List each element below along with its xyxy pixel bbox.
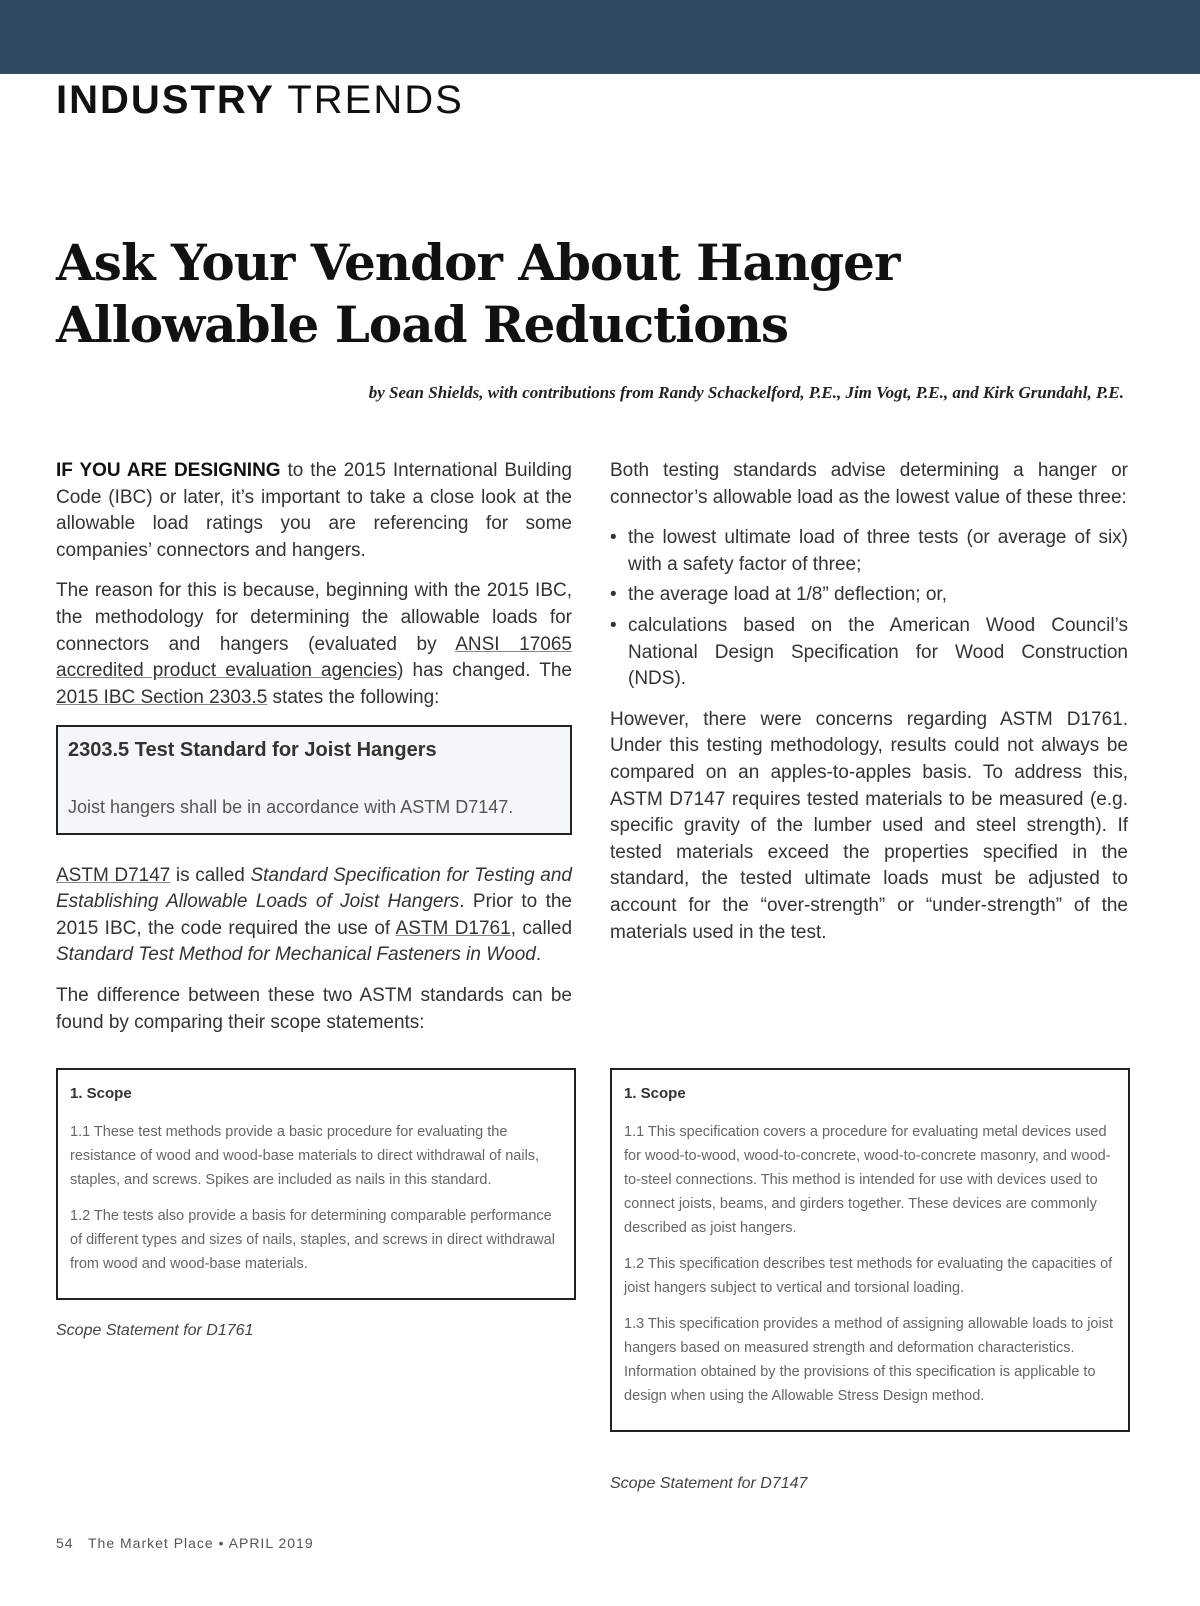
scope-heading: 1. Scope — [624, 1085, 686, 1102]
right-column — [610, 458, 1128, 960]
astm-d1761-link[interactable]: ASTM D1761 — [395, 917, 511, 939]
d7147-title: Standard Specification for Testing and Establishing Allowable Loads of Joist Hangers — [56, 864, 573, 913]
issue-date: APRIL 2019 — [228, 1535, 314, 1551]
astm-text-c: , called — [510, 917, 573, 939]
standards-paragraph: Both testing standards advise determining a hanger or connector’s allowable load as the lowest value of these three: — [610, 460, 1128, 508]
scope-paragraph: 1.2 The tests also provide a basis for determining comparable performance of different types and sizes of nails, staples, and screws in direct withdrawal from wood and wood-base materials. — [70, 1208, 555, 1272]
ibc-2303-5-link[interactable]: 2015 IBC Section 2303.5 — [56, 686, 268, 708]
left-column — [56, 458, 572, 1050]
intro-paragraph — [56, 458, 572, 564]
section-header — [56, 78, 464, 123]
page-number: 54 — [56, 1535, 74, 1551]
intro-text: to the 2015 International Building Code (IBC) or later, it’s important to take a close look at the allowable load ratings you are referencing for some companies’ connectors and hangers. — [56, 460, 572, 561]
list-item: • the lowest ultimate load of three tests (or average of six) with a safety factor of three; — [610, 525, 1128, 578]
caption-d7147: Scope Statement for D7147 — [610, 1475, 808, 1492]
reason-paragraph — [56, 578, 572, 711]
scope-paragraph: 1.1 This specification covers a procedure for evaluating metal devices used for wood-to-wood, wood-to-concrete, wood-to-concrete masonry, and wood-to-steel connections. This method is intended for use with devices used to connect joists, beams, and girders together. These devices are commonly described as joist hangers. — [624, 1124, 1111, 1236]
page-footer — [56, 1535, 314, 1551]
scope-heading: 1. Scope — [70, 1085, 132, 1102]
criteria-list — [610, 525, 1128, 693]
astm-text-b: . Prior to the 2015 IBC, the code required the use of — [56, 891, 572, 939]
lead-in: IF YOU ARE DESIGNING — [56, 460, 281, 481]
code-excerpt-body: Joist hangers shall be in accordance with ASTM D7147. — [68, 796, 514, 817]
scope-box-d1761 — [56, 1068, 576, 1300]
d1761-title: Standard Test Method for Mechanical Fasteners in Wood — [56, 944, 536, 966]
article-title — [56, 232, 956, 356]
scope-box-d7147 — [610, 1068, 1130, 1432]
article-title-line-2: Allowable Load Reductions — [56, 295, 789, 354]
reason-text-a: The reason for this is because, beginning with the 2015 IBC, the methodology for determining the allowable loads for connectors and hangers (evaluated by — [56, 580, 572, 655]
ansi-17065-link[interactable]: ANSI 17065 accredited product evaluation agencies — [56, 633, 572, 682]
astm-text-d: . — [535, 944, 542, 966]
section-header-bold: INDUSTRY — [56, 78, 275, 122]
astm-paragraph — [56, 863, 572, 969]
publication-name: The Market Place — [88, 1535, 214, 1551]
difference-paragraph: The difference between these two ASTM standards can be found by comparing their scope statements: — [56, 984, 572, 1033]
caption-d1761: Scope Statement for D1761 — [56, 1322, 254, 1339]
code-excerpt-title: 2303.5 Test Standard for Joist Hangers — [68, 739, 437, 762]
list-item: • calculations based on the American Wood Council’s National Design Specification for Wood Construction (NDS). — [610, 613, 1128, 693]
article-title-line-1: Ask Your Vendor About Hanger — [56, 233, 900, 292]
byline: by Sean Shields, with contributions from Randy Schackelford, P.E., Jim Vogt, P.E., and Kirk Grundahl, P.E. — [368, 383, 1124, 402]
section-header-light: TRENDS — [287, 78, 464, 122]
astm-d7147-link[interactable]: ASTM D7147 — [56, 864, 171, 886]
code-excerpt-box — [56, 725, 572, 834]
reason-text-b: ) has changed. The — [397, 660, 572, 682]
top-banner — [0, 0, 1200, 74]
reason-text-c: states the following: — [267, 686, 440, 708]
footer-separator: • — [218, 1535, 225, 1551]
concerns-paragraph: However, there were concerns regarding ASTM D1761. Under this testing methodology, results could not always be compared on an apples-to-apples basis. To address this, ASTM D7147 requires tested materials to be measured (e.g. specific gravity of the lumber used and steel strength). If tested materials exceed the properties specified in the standard, the tested ultimate loads must be adjusted to account for the “over-strength” or “under-strength” of the materials used in the test. — [610, 708, 1128, 943]
astm-text-a: is called — [170, 864, 251, 886]
scope-paragraph: 1.2 This specification describes test methods for evaluating the capacities of joist hangers subject to vertical and torsional loading. — [624, 1256, 1113, 1296]
scope-paragraph: 1.3 This specification provides a method of assigning allowable loads to joist hangers based on measured strength and deformation characteristics. Information obtained by the provisions of this specification is applicable to design when using the Allowable Stress Design method. — [624, 1316, 1113, 1404]
list-item: • the average load at 1/8” deflection; or, — [610, 582, 1128, 609]
scope-paragraph: 1.1 These test methods provide a basic procedure for evaluating the resistance of wood and wood-base materials to direct withdrawal of nails, staples, and screws. Spikes are included as nails in this standard. — [70, 1124, 540, 1188]
